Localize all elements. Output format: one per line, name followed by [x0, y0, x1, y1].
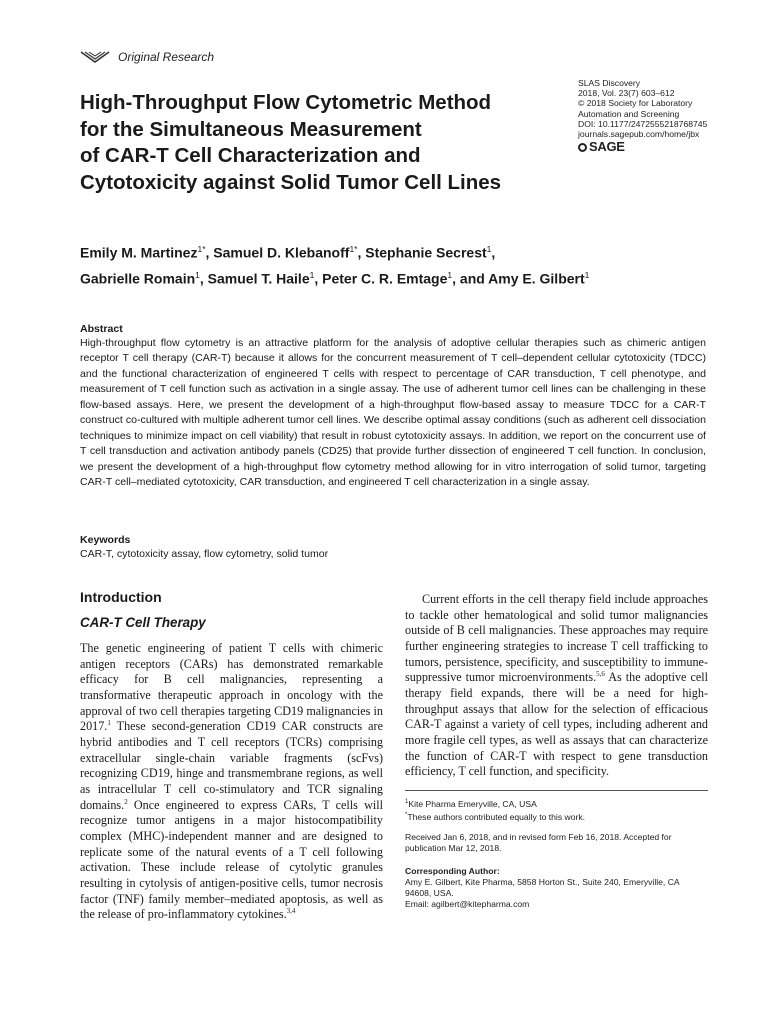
- equal-contribution-note: [405, 810, 708, 823]
- citation-ref[interactable]: 2: [124, 797, 128, 806]
- author-sup: 1: [486, 244, 492, 254]
- journal-copyright-2: Automation and Screening: [578, 108, 680, 119]
- author-name: Amy E. Gilbert: [488, 270, 585, 287]
- section-label: [80, 49, 214, 65]
- corresponding-email[interactable]: Email: agilbert@kitepharma.com: [405, 899, 530, 910]
- article-title: [80, 90, 570, 196]
- author-sep: ,: [314, 270, 323, 287]
- citation-ref[interactable]: 5,6: [596, 670, 605, 679]
- equal-sup: *: [405, 812, 408, 819]
- title-line-2: for the Simultaneous Measurement: [80, 117, 422, 141]
- introduction-heading: Introduction: [80, 589, 162, 605]
- journal-info: [578, 78, 738, 155]
- received-line-1: Received Jan 6, 2018, and in revised form Feb 16, 2018. Accepted for: [405, 832, 672, 843]
- author-sup: 1: [584, 270, 590, 281]
- title-line-4: Cytotoxicity against Solid Tumor Cell Lines: [80, 170, 502, 194]
- publisher-ring-icon: [578, 143, 587, 152]
- citation-ref[interactable]: 1: [107, 719, 111, 728]
- received-line-2: publication Mar 12, 2018.: [405, 843, 502, 854]
- paragraph-text: The genetic engineering of patient T cells with chimeric antigen receptors (CARs) has demonstrated remarkable efficacy for B cell malignancies, representing a transformative therapeutic approach in oncology with the approval of two cell therapies targeting CD19 malignancies in 2017.: [80, 641, 383, 734]
- corresponding-line-2: 94608, USA.: [405, 887, 454, 898]
- abstract-heading: Abstract: [80, 323, 123, 335]
- journal-copyright-1: © 2018 Society for Laboratory: [578, 98, 693, 109]
- author-name: Peter C. R. Emtage: [322, 270, 448, 287]
- abstract: [80, 322, 706, 491]
- keywords-text: CAR-T, cytotoxicity assay, flow cytometry, solid tumor: [80, 548, 329, 560]
- author-sep: ,: [199, 270, 208, 287]
- section-name: Original Research: [118, 50, 215, 64]
- journal-volume: 2018, Vol. 23(7) 603–612: [578, 88, 675, 99]
- author-sep: , and: [452, 270, 489, 287]
- corresponding-heading: Corresponding Author:: [405, 865, 500, 876]
- publisher-logo: [578, 139, 738, 155]
- author-sep: ,: [491, 244, 496, 261]
- journal-logo-icon: [80, 49, 110, 65]
- affiliation-sup: 1: [405, 799, 409, 805]
- publisher-name: SAGE: [589, 139, 625, 155]
- author-list: [80, 238, 700, 290]
- keywords: [80, 533, 700, 562]
- paragraph-text: Current efforts in the cell therapy field include approaches to tackle other hematological and solid tumor malignancies outside of B cell malignancies. These approaches may require further engineering strategies to increase T cell trafficking to tumors, persistence, specificity, and susceptibility to immune-suppressive tumor microenvironments.: [405, 592, 708, 685]
- author-sup: 1: [195, 270, 200, 281]
- author-name: Samuel D. Klebanoff: [213, 244, 350, 261]
- journal-name: SLAS Discovery: [578, 78, 641, 88]
- corresponding-line-1: Amy E. Gilbert, Kite Pharma, 5858 Horton St., Suite 240, Emeryville, CA: [405, 876, 680, 887]
- journal-doi[interactable]: DOI: 10.1177/2472555218768745: [578, 118, 708, 129]
- author-sup: 1*: [197, 244, 206, 254]
- author-name: Stephanie Secrest: [365, 244, 487, 261]
- author-sup: 1*: [349, 244, 358, 254]
- journal-url[interactable]: journals.sagepub.com/home/jbx: [578, 129, 700, 140]
- paragraph-text: As the adoptive cell therapy field expands, there will be a need for high-throughput assays that allow for the selection of efficacious CAR-T against a variety of cell types, including adherent and more fragile cell types, as well as assays that can characterize the function of CAR-T with respect to gene transduction efficiency, T cell function, and specificity.: [405, 670, 708, 779]
- keywords-heading: Keywords: [80, 534, 131, 546]
- title-line-3: of CAR-T Cell Characterization and: [80, 144, 421, 167]
- equal-text: These authors contributed equally to this work.: [407, 811, 586, 822]
- citation-ref[interactable]: 3,4: [286, 907, 296, 916]
- subsection-heading: CAR-T Cell Therapy: [80, 615, 206, 630]
- paragraph-text: Once engineered to express CARs, T cells will recognize tumor antigens in a major histocompatibility complex (MHC)-independent manner and are designed to replicate some of the natural events of a T cell following activation. These include release of cytolytic granules resulting in cytolysis of antigen-positive cells, tumor necrosis factor (TNF) family member–mediated apoptosis, as well as the release of pro-inflammatory cytokines.: [80, 797, 383, 922]
- author-sep: ,: [205, 244, 214, 261]
- author-name: Gabrielle Romain: [80, 270, 196, 287]
- author-name: Emily M. Martinez: [80, 244, 198, 261]
- abstract-text: High-throughput flow cytometry is an attractive platform for the analysis of adoptive cellular therapies such as chimeric antigen receptor T cell therapy (CAR-T) because it allows for the concurrent measurement of T cell–dependent cellular cytotoxicity (TDCC) and the functional characterization of engineered T cells with respect to percentage of CAR transduction, T cell phenotype, and measurement of T cell function such as activation in a single assay. The use of adherent tumor cell lines can be challenging in these flow-based assays. Here, we present the development of a high-throughput flow-based assay to measure TDCC for a CAR-T construct co-cultured with multiple adherent tumor cell lines. We describe optimal assay conditions (such as adherent cell dissociation techniques to minimize impact on cell viability) that result in robust cytotoxicity assays. In addition, we report on the concurrent use of T cell transduction and activation antibody panels (CD25) that provide further dissection of engineered T cell function. In conclusion, we present the development of a high-throughput flow cytometry method allowing for in vitro interrogation of solid tumor, targeting CAR-T cell–mediated cytotoxicity, CAR transduction, and engineered T cell characterization in a single assay.: [80, 337, 706, 489]
- paragraph-text: These second-generation CD19 CAR constructs are hybrid antibodies and T cell receptors (TCRs) comprising extracellular single-chain variable fragments (scFvs) recognizing CD19, hinge and transmembrane regions, as well as intracellular T cell co-stimulatory and TCR signaling domains.: [80, 719, 383, 812]
- body-column-left: [80, 641, 383, 923]
- affiliation-text: Kite Pharma Emeryville, CA, USA: [408, 798, 537, 809]
- author-sup: 1: [309, 270, 315, 281]
- footnote-divider: [405, 790, 708, 791]
- body-column-right: [405, 592, 708, 780]
- affiliation-note: [405, 797, 708, 810]
- author-sep: ,: [357, 244, 366, 261]
- title-line-1: High-Throughput Flow Cytometric Method: [80, 91, 492, 114]
- author-sup: 1: [447, 270, 453, 281]
- author-name: Samuel T. Haile: [207, 270, 310, 287]
- footnotes: [405, 797, 708, 910]
